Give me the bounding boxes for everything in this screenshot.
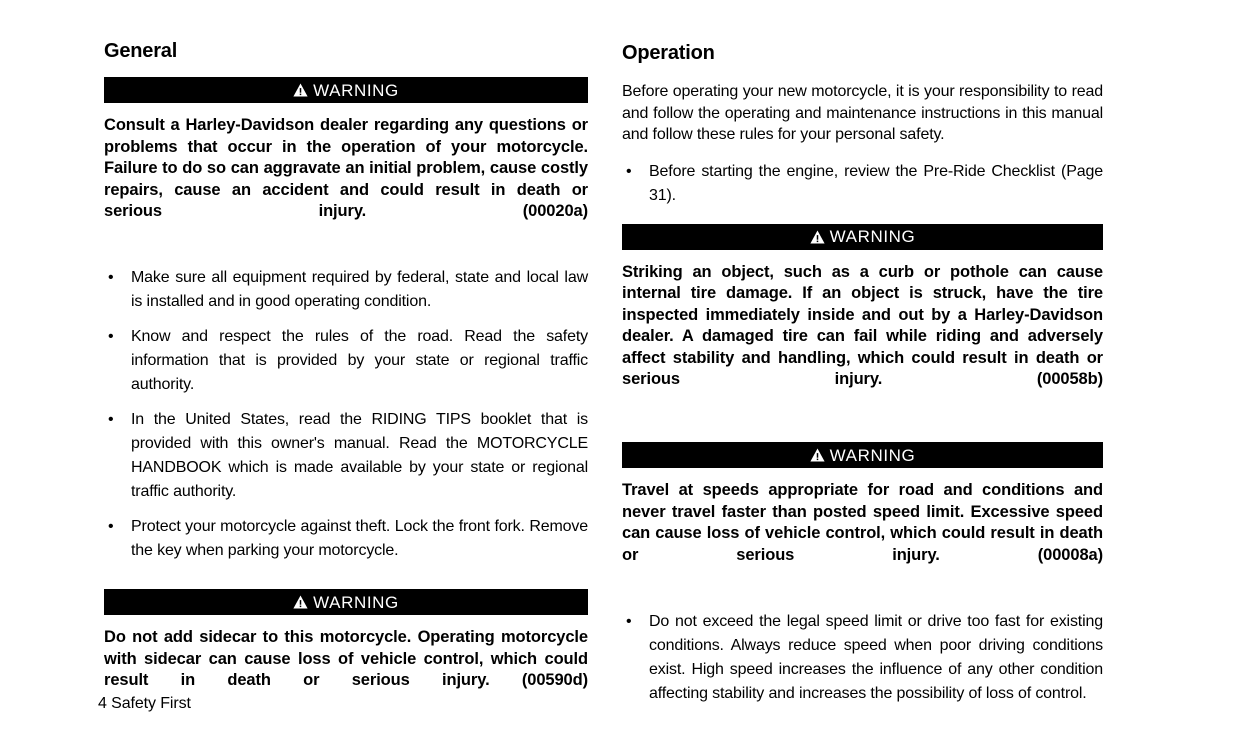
warning-body-general-2: Do not add sidecar to this motorcycle. Operating motorcycle with sidecar can cause loss of vehicle control, which could result in death or serious injury. (00590d) (104, 628, 588, 689)
warning-banner-general-2 (104, 589, 588, 615)
list-item-text: Make sure all equipment required by federal, state and local law is installed and in good operating condition. (131, 269, 588, 310)
operation-bullet-list-top (622, 160, 1103, 208)
warning-banner-label: WARNING (313, 80, 399, 100)
list-item-text: Know and respect the rules of the road. Read the safety information that is provided by your state or regional traffic authority. (131, 328, 588, 393)
warning-body-operation-1: Striking an object, such as a curb or pothole can cause internal tire damage. If an object is struck, have the tire inspected immediately inside and out by a Harley-Davidson dealer. A damaged tire can fail while riding and adversely affect stability and handling, which could result in death or serious injury. (00058b) (622, 262, 1103, 388)
bullet-dot-icon: • (626, 162, 632, 180)
warning-body-operation-2: Travel at speeds appropriate for road and conditions and never travel faster than posted speed limit. Excessive speed can cause loss of vehicle control, which could result in death or serious injury. (00008a) (622, 481, 1103, 564)
warning-banner-operation-1 (622, 224, 1103, 250)
list-item (104, 325, 588, 397)
operation-intro-paragraph: Before operating your new motorcycle, it is your responsibility to read and follow the operating and maintenance instructions in this manual and follow these rules for your personal safety. (622, 83, 1103, 143)
list-item (104, 515, 588, 563)
operation-bullet-list-bottom (622, 610, 1103, 706)
list-item-text: Do not exceed the legal speed limit or drive too fast for existing conditions. Always reduce speed when poor driving conditions exist. High speed increases the influence of any other condition affecting stability and increases the possibility of loss of control. (649, 612, 1103, 702)
list-item (104, 266, 588, 314)
list-item (622, 160, 1103, 208)
bullet-dot-icon: • (626, 612, 632, 630)
general-bullet-list (104, 266, 588, 563)
bullet-dot-icon: • (108, 269, 114, 286)
list-item-text: In the United States, read the RIDING TIPS booklet that is provided with this owner's manual. Read the MOTORCYCLE HANDBOOK which is made available by your state or regional traffic authority. (131, 411, 588, 500)
list-item (622, 610, 1103, 706)
list-item-text: Protect your motorcycle against theft. Lock the front fork. Remove the key when parking your motorcycle. (131, 518, 588, 559)
warning-triangle-icon (293, 83, 308, 97)
warning-triangle-icon (293, 595, 308, 609)
bullet-dot-icon: • (108, 518, 114, 535)
section-heading-operation: Operation (622, 42, 715, 64)
bullet-dot-icon: • (108, 411, 114, 428)
warning-banner-operation-2 (622, 442, 1103, 468)
right-column (622, 0, 1103, 706)
left-column (104, 0, 588, 713)
warning-triangle-icon (810, 448, 825, 462)
warning-banner-label: WARNING (829, 445, 916, 465)
list-item (104, 408, 588, 504)
warning-banner-general-1 (104, 77, 588, 103)
page-footer: 4 Safety First (98, 695, 191, 712)
warning-triangle-icon (810, 230, 825, 244)
warning-body-general-1: Consult a Harley-Davidson dealer regarding any questions or problems that occur in the operation of your motorcycle. Failure to do so can aggravate an initial problem, cause costly repairs, cause an accident and could result in death or serious injury. (00020a) (104, 116, 588, 220)
warning-banner-label: WARNING (829, 227, 916, 246)
bullet-dot-icon: • (108, 328, 114, 345)
list-item-text: Before starting the engine, review the Pre-Ride Checklist (Page 31). (649, 162, 1103, 204)
section-heading-general: General (104, 40, 178, 62)
warning-banner-label: WARNING (313, 592, 399, 612)
